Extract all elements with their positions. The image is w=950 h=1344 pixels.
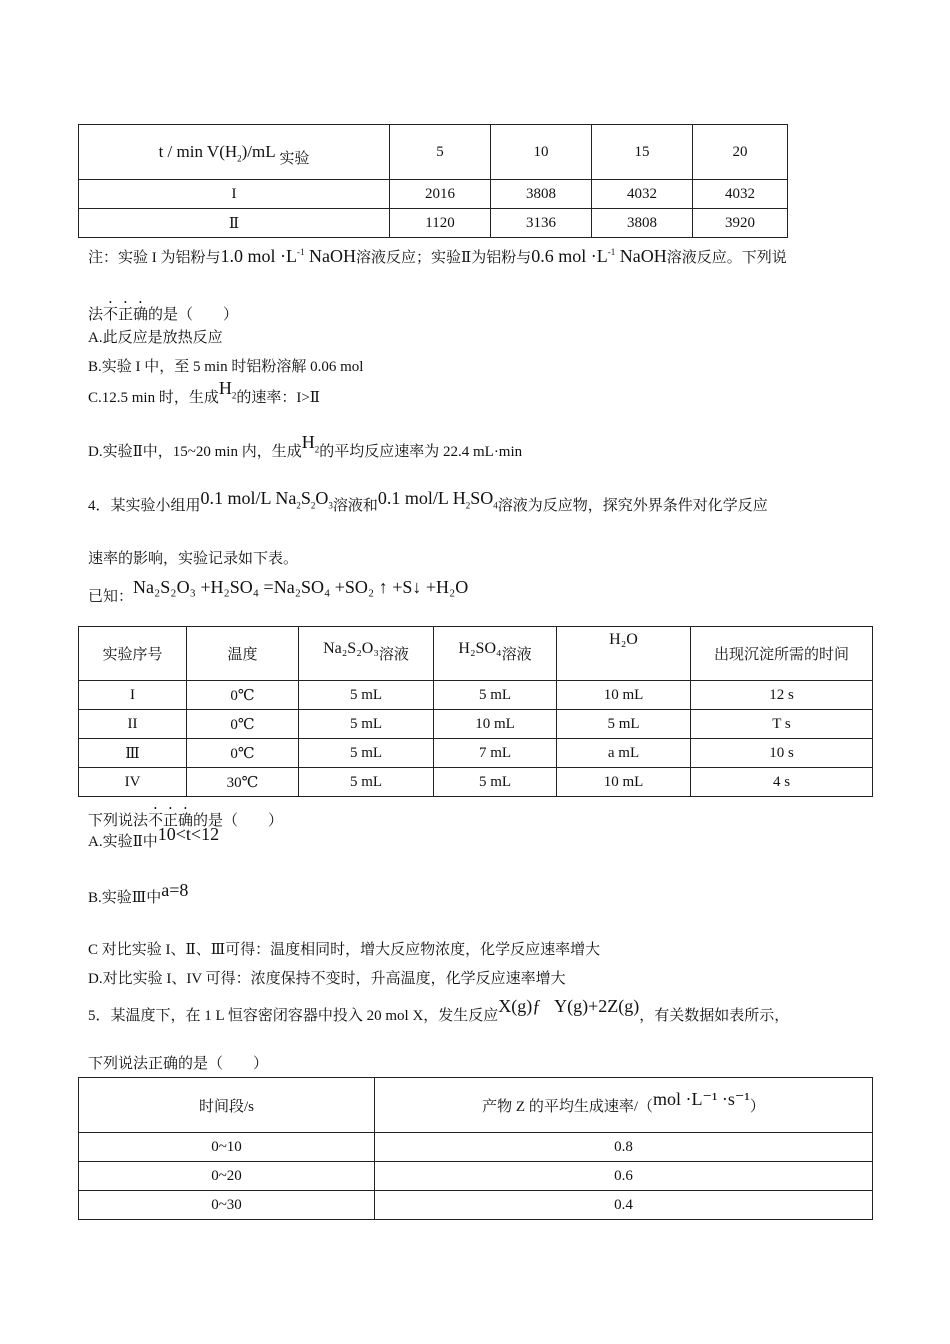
text: 5 mL [299, 710, 434, 739]
rate-table [78, 1077, 873, 1220]
text: 10 s [691, 739, 873, 768]
text: 3808 [592, 209, 693, 238]
text: 30℃ [187, 768, 299, 797]
text: 5 mL [434, 768, 557, 797]
text: 5 mL [557, 710, 691, 739]
q4-option-d: D.对比实验 I、IV 可得：浓度保持不变时，升高温度，化学反应速率增大 [88, 971, 566, 987]
text: 溶液为反应物，探究外界条件对化学反应 [497, 498, 768, 514]
text: 0.1 mol/L H [377, 488, 466, 508]
text: 4．某实验小组用 [88, 498, 201, 514]
text: 3136 [491, 209, 592, 238]
text: SO [470, 488, 494, 508]
text: 10 mL [557, 681, 691, 710]
text: B.实验Ⅲ中 [88, 890, 162, 906]
text: 0.8 [375, 1133, 873, 1162]
text: H₂SO₄ [458, 640, 502, 657]
q4-stem [88, 488, 768, 517]
text: 10 mL [434, 710, 557, 739]
text: 的速率：I>Ⅱ [236, 390, 320, 406]
q4-option-a [88, 824, 220, 851]
text: X(g)ƒ Y(g)+2Z(g) [498, 996, 640, 1016]
text: 4032 [592, 180, 693, 209]
text: 出现沉淀所需的时间 [691, 627, 873, 681]
reaction-equation: Na₂S₂O₃ +H₂SO₄ =Na₂SO₄ +SO₂ ↑ +S↓ +H₂O [133, 577, 469, 597]
time-header: 10 [491, 125, 592, 180]
table-row [79, 1162, 873, 1191]
text: 0℃ [187, 681, 299, 710]
text: 溶液和 [332, 498, 378, 514]
text: H [301, 432, 315, 452]
text: 2 [237, 153, 242, 164]
text: 溶液反应；实验Ⅱ为铝粉与 [356, 250, 532, 266]
q4-option-c: C 对比实验 I、Ⅱ、Ⅲ可得：温度相同时，增大反应物浓度，化学反应速率增大 [88, 942, 601, 958]
header-formula: t / min V(H [158, 141, 238, 161]
text: 12 s [691, 681, 873, 710]
text: 10 mL [557, 768, 691, 797]
text: )/mL [241, 141, 276, 161]
table-row [79, 681, 873, 710]
text: 0.6 mol ·L [531, 246, 608, 266]
text: 时间段/s [79, 1078, 375, 1133]
text: 2 [296, 500, 301, 511]
text: 0℃ [187, 739, 299, 768]
text: 的是（ ） [148, 307, 239, 323]
text: 0~20 [79, 1162, 375, 1191]
table-row [79, 710, 873, 739]
text: 下列说法 [88, 813, 149, 829]
text: NaOH [615, 246, 667, 266]
q3-option-c [88, 378, 320, 409]
table-row [79, 768, 873, 797]
text: 3920 [693, 209, 788, 238]
text: 不正确 [148, 813, 194, 829]
text: I [79, 180, 390, 209]
text: 0.6 [375, 1162, 873, 1191]
text: 注：实验 I 为铝粉与 [88, 250, 221, 266]
h2-volume-table [78, 124, 788, 238]
text: -1 [607, 247, 616, 257]
text: 温度 [187, 627, 299, 681]
text: II [79, 710, 187, 739]
q3-option-d [88, 432, 523, 463]
time-header: 20 [693, 125, 788, 180]
table-row [79, 180, 788, 209]
table-row [79, 1191, 873, 1220]
table-row [79, 739, 873, 768]
q3-option-b: B.实验 I 中，至 5 min 时铝粉溶解 0.06 mol [88, 359, 364, 375]
text: 4 [493, 500, 498, 511]
text: 5 mL [299, 768, 434, 797]
text: 3 [328, 500, 333, 511]
text: 产物 Z 的平均生成速率/（ [482, 1098, 654, 1115]
text: 2 [310, 500, 316, 511]
text: 2 [314, 444, 320, 455]
table-row [79, 209, 788, 238]
text: 溶液 [378, 647, 409, 663]
text: a mL [557, 739, 691, 768]
text: 实验序号 [79, 627, 187, 681]
table-header-cell [79, 125, 390, 180]
q3-note [88, 246, 787, 267]
text: Ⅲ [79, 739, 187, 768]
text: T s [691, 710, 873, 739]
text: a=8 [161, 880, 189, 900]
text: 实验 [279, 150, 310, 167]
text: H [218, 378, 232, 398]
text: 2 [231, 390, 237, 401]
text: IV [79, 768, 187, 797]
text: A.实验Ⅱ中 [88, 834, 158, 850]
text: 1.0 mol ·L [220, 246, 297, 266]
text: 10<t<12 [157, 824, 220, 844]
text: 0℃ [187, 710, 299, 739]
text: NaOH [304, 246, 356, 266]
text: 0.4 [375, 1191, 873, 1220]
text: 已知： [88, 589, 134, 605]
text: 0.1 mol/L Na [200, 488, 297, 508]
text: D.实验Ⅱ中，15~20 min 内，生成 [88, 444, 302, 460]
text: 的平均反应速率为 22.4 mL·min [319, 444, 523, 460]
q5-stem [88, 996, 790, 1025]
text: 法 [88, 307, 104, 323]
q4-stem-line2: 速率的影响，实验记录如下表。 [88, 551, 299, 567]
text: 5 mL [434, 681, 557, 710]
text: 0~30 [79, 1191, 375, 1220]
text: 1120 [390, 209, 491, 238]
text: 4032 [693, 180, 788, 209]
text: 0~10 [79, 1133, 375, 1162]
text: 5 mL [299, 739, 434, 768]
text: -1 [297, 247, 305, 257]
text: 溶液 [501, 647, 532, 663]
text: mol ·L⁻¹ ·s⁻¹ [653, 1088, 750, 1109]
text: 5 mL [299, 681, 434, 710]
time-header: 5 [390, 125, 491, 180]
table-row [79, 1133, 873, 1162]
text: H₂O [609, 631, 638, 648]
text: 2 [465, 500, 471, 511]
text: Ⅱ [79, 209, 390, 238]
text: 2016 [390, 180, 491, 209]
text: S [300, 488, 311, 508]
text: 溶液反应。下列说 [666, 250, 787, 266]
text: 3808 [491, 180, 592, 209]
text: 的是（ ） [193, 813, 284, 829]
text: ） [749, 1098, 765, 1115]
text: I [79, 681, 187, 710]
text: 4 s [691, 768, 873, 797]
text: ，有关数据如表所示， [639, 1008, 790, 1024]
q3-stem [88, 298, 238, 324]
q5-stem-line2: 下列说法正确的是（ ） [88, 1056, 269, 1072]
time-header: 15 [592, 125, 693, 180]
text: O [315, 488, 329, 508]
q4-option-b [88, 880, 189, 907]
text: C.12.5 min 时，生成 [88, 390, 219, 406]
text: 5．某温度下，在 1 L 恒容密闭容器中投入 20 mol X，发生反应 [88, 1008, 499, 1024]
text: 不正确 [103, 307, 149, 323]
text: Na₂S₂O₃ [323, 640, 379, 657]
experiment-table [78, 626, 873, 797]
text: 7 mL [434, 739, 557, 768]
q3-option-a: A.此反应是放热反应 [88, 330, 223, 346]
q4-known [88, 577, 469, 606]
